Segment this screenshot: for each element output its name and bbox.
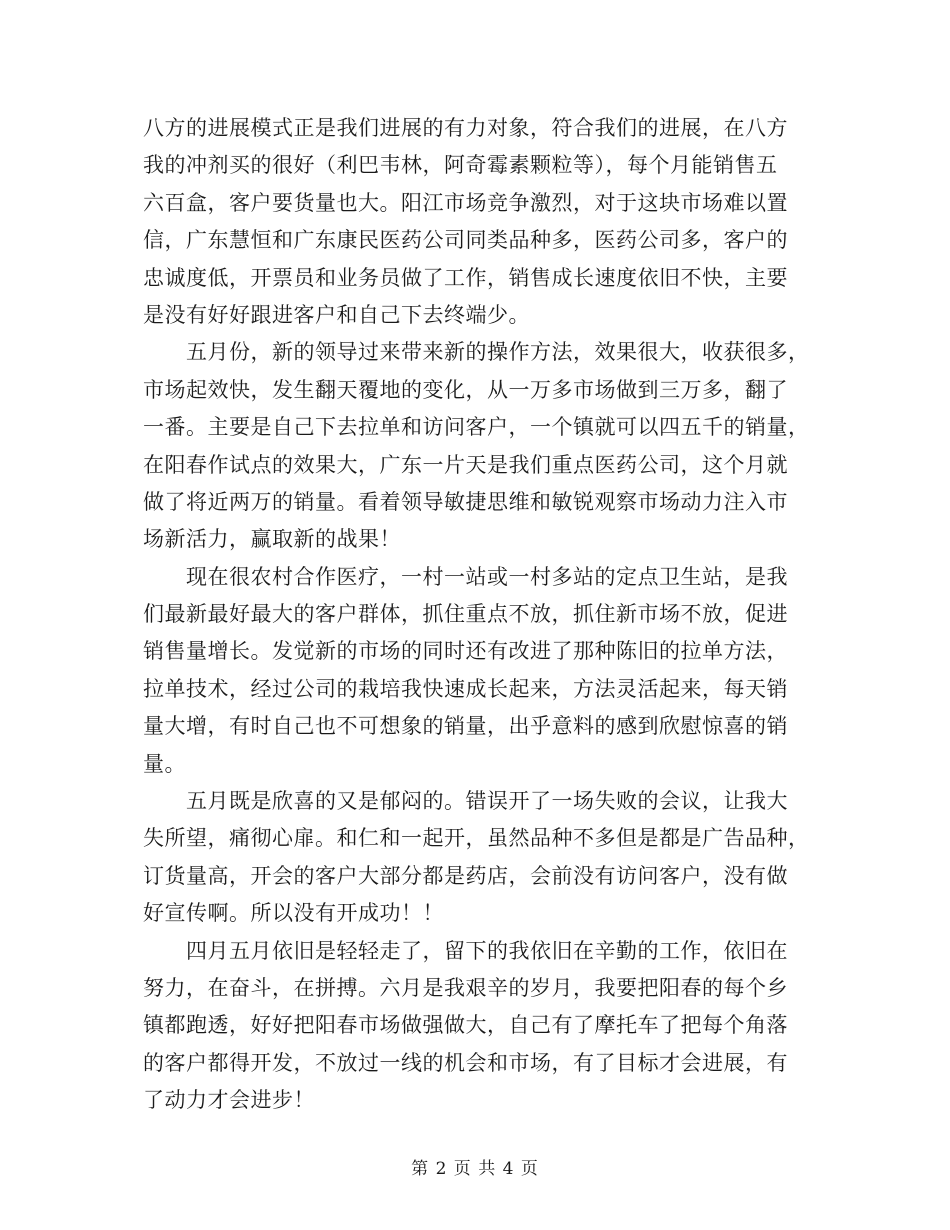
body-text [143, 110, 813, 1120]
page-footer: 第 2 页 共 4 页 [411, 1159, 539, 1179]
text-line: 订货量高，开会的客户大部分都是药店，会前没有访问客户，没有做 [143, 863, 788, 888]
text-line: 失所望，痛彻心扉。和仁和一起开，虽然品种不多但是都是广告品种， [143, 826, 810, 851]
text-line: 五月既是欣喜的又是郁闷的。错误开了一场失败的会议，让我大 [143, 789, 788, 814]
text-line: 了动力才会进步！ [143, 1088, 315, 1113]
text-line: 拉单技术，经过公司的栽培我快速成长起来，方法灵活起来，每天销 [143, 676, 788, 701]
text-line: 是没有好好跟进客户和自己下去终端少。 [143, 302, 530, 327]
text-line: 信，广东慧恒和广东康民医药公司同类品种多，医药公司多，客户的 [143, 228, 788, 253]
text-line: 量大增，有时自己也不可想象的销量，出乎意料的感到欣慰惊喜的销 [143, 714, 788, 739]
text-line: 的客户都得开发，不放过一线的机会和市场，有了目标才会进展，有 [143, 1050, 788, 1075]
text-line: 场新活力，赢取新的战果！ [143, 527, 401, 552]
text-line: 做了将近两万的销量。看着领导敏捷思维和敏锐观察市场动力注入市 [143, 489, 788, 514]
text-line: 六百盒，客户要货量也大。阳江市场竞争激烈，对于这块市场难以置 [143, 190, 788, 215]
text-line: 努力，在奋斗，在拼搏。六月是我艰辛的岁月，我要把阳春的每个乡 [143, 975, 788, 1000]
text-line: 四月五月依旧是轻轻走了，留下的我依旧在辛勤的工作，依旧在 [143, 938, 788, 963]
text-line: 忠诚度低，开票员和业务员做了工作，销售成长速度依旧不快，主要 [143, 265, 788, 290]
text-line: 销售量增长。发觉新的市场的同时还有改进了那种陈旧的拉单方法， [143, 639, 788, 664]
text-line: 现在很农村合作医疗，一村一站或一村多站的定点卫生站，是我 [143, 564, 788, 589]
text-line: 好宣传啊。所以没有开成功！！ [143, 901, 444, 926]
text-line: 镇都跑透，好好把阳春市场做强做大，自己有了摩托车了把每个角落 [143, 1013, 788, 1038]
text-line: 我的冲剂买的很好（利巴韦林，阿奇霉素颗粒等），每个月能销售五 [143, 153, 778, 178]
text-line: 五月份，新的领导过来带来新的操作方法，效果很大，收获很多， [143, 340, 810, 365]
text-line: 在阳春作试点的效果大，广东一片天是我们重点医药公司，这个月就 [143, 452, 788, 477]
text-line: 八方的进展模式正是我们进展的有力对象，符合我们的进展，在八方 [143, 116, 788, 140]
text-line: 们最新最好最大的客户群体，抓住重点不放，抓住新市场不放，促进 [143, 602, 788, 627]
text-line: 量。 [143, 751, 186, 776]
text-line: 一番。主要是自己下去拉单和访问客户，一个镇就可以四五千的销量， [143, 415, 810, 440]
text-line: 市场起效快，发生翻天覆地的变化，从一万多市场做到三万多，翻了 [143, 377, 788, 402]
